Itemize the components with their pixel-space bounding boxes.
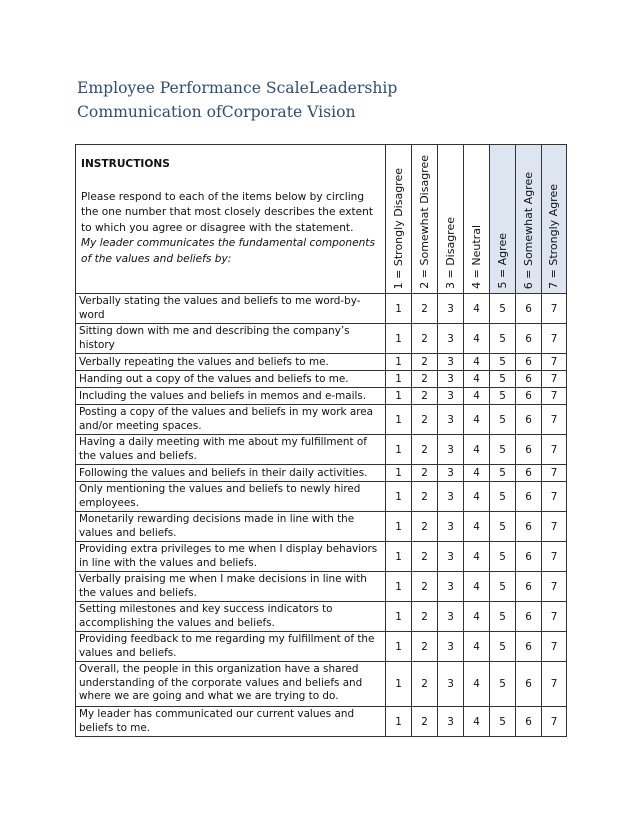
rating-option-1[interactable]: 1 [386,707,412,737]
scale-header-2 [412,145,438,294]
survey-item-row [76,542,567,572]
survey-item-text: Monetarily rewarding decisions made in line with the values and beliefs. [76,512,386,542]
rating-option-3[interactable]: 3 [438,465,464,482]
rating-option-6[interactable]: 6 [516,354,542,371]
rating-option-4[interactable]: 4 [464,388,490,405]
survey-item-row [76,465,567,482]
rating-option-7[interactable]: 7 [542,632,567,662]
survey-item-text: Handing out a copy of the values and beliefs to me. [76,371,386,388]
survey-item-text: Overall, the people in this organization have a shared understanding of the corporate values and beliefs and where we are going and what we are trying to do. [76,662,386,707]
rating-option-3[interactable]: 3 [438,542,464,572]
rating-option-2[interactable]: 2 [412,662,438,707]
rating-option-3[interactable]: 3 [438,294,464,324]
rating-option-4[interactable]: 4 [464,602,490,632]
survey-item-text: Following the values and beliefs in their daily activities. [76,465,386,482]
survey-item-text: Including the values and beliefs in memos and e-mails. [76,388,386,405]
rating-option-2[interactable]: 2 [412,465,438,482]
instructions-prompt: My leader communicates the fundamental components of the values and beliefs by: [81,237,375,265]
rating-option-1[interactable]: 1 [386,602,412,632]
survey-item-row [76,662,567,707]
rating-option-6[interactable]: 6 [516,542,542,572]
rating-option-3[interactable]: 3 [438,602,464,632]
rating-option-3[interactable]: 3 [438,482,464,512]
survey-item-text: Verbally praising me when I make decisions in line with the values and beliefs. [76,572,386,602]
rating-option-1[interactable]: 1 [386,371,412,388]
rating-option-2[interactable]: 2 [412,707,438,737]
rating-option-2[interactable]: 2 [412,632,438,662]
rating-option-3[interactable]: 3 [438,435,464,465]
rating-option-3[interactable]: 3 [438,354,464,371]
rating-option-6[interactable]: 6 [516,294,542,324]
survey-item-text: Having a daily meeting with me about my fulfillment of the values and beliefs. [76,435,386,465]
rating-option-1[interactable]: 1 [386,465,412,482]
rating-option-1[interactable]: 1 [386,542,412,572]
rating-option-6[interactable]: 6 [516,662,542,707]
rating-option-3[interactable]: 3 [438,572,464,602]
rating-option-2[interactable]: 2 [412,294,438,324]
rating-option-7[interactable]: 7 [542,405,567,435]
instructions-text: Please respond to each of the items below by circling the one number that most closely describes the extent to which you agree or disagree with the statement. [81,190,374,234]
rating-option-6[interactable]: 6 [516,707,542,737]
rating-option-1[interactable]: 1 [386,482,412,512]
rating-option-1[interactable]: 1 [386,405,412,435]
survey-item-row [76,324,567,354]
survey-item-text: Providing feedback to me regarding my fulfillment of the values and beliefs. [76,632,386,662]
rating-option-5[interactable]: 5 [490,707,516,737]
scale-label: 4 = Neutral [469,225,483,289]
rating-option-4[interactable]: 4 [464,572,490,602]
scale-label: 6 = Somewhat Agree [521,171,535,289]
survey-item-text: Sitting down with me and describing the company’s history [76,324,386,354]
rating-option-5[interactable]: 5 [490,482,516,512]
rating-option-5[interactable]: 5 [490,324,516,354]
scale-header-7 [542,145,567,294]
survey-item-row [76,512,567,542]
survey-item-row [76,602,567,632]
rating-option-5[interactable]: 5 [490,388,516,405]
scale-label: 3 = Disagree [443,216,457,289]
survey-item-row [76,482,567,512]
rating-option-1[interactable]: 1 [386,572,412,602]
rating-option-5[interactable]: 5 [490,294,516,324]
rating-option-6[interactable]: 6 [516,602,542,632]
rating-option-5[interactable]: 5 [490,542,516,572]
rating-option-1[interactable]: 1 [386,512,412,542]
rating-option-4[interactable]: 4 [464,435,490,465]
rating-option-7[interactable]: 7 [542,354,567,371]
rating-option-6[interactable]: 6 [516,465,542,482]
survey-item-text: Verbally repeating the values and beliefs to me. [76,354,386,371]
survey-item-text: Only mentioning the values and beliefs to newly hired employees. [76,482,386,512]
rating-option-3[interactable]: 3 [438,371,464,388]
rating-option-4[interactable]: 4 [464,294,490,324]
rating-option-7[interactable]: 7 [542,707,567,737]
survey-item-row [76,632,567,662]
rating-option-5[interactable]: 5 [490,632,516,662]
rating-option-2[interactable]: 2 [412,482,438,512]
rating-option-2[interactable]: 2 [412,542,438,572]
rating-option-5[interactable]: 5 [490,512,516,542]
rating-option-7[interactable]: 7 [542,324,567,354]
rating-option-2[interactable]: 2 [412,572,438,602]
rating-option-7[interactable]: 7 [542,542,567,572]
rating-option-1[interactable]: 1 [386,324,412,354]
rating-option-1[interactable]: 1 [386,354,412,371]
survey-item-row [76,435,567,465]
rating-option-7[interactable]: 7 [542,371,567,388]
scale-header-5 [490,145,516,294]
rating-option-1[interactable]: 1 [386,388,412,405]
rating-option-7[interactable]: 7 [542,572,567,602]
scale-label: 5 = Agree [495,233,509,289]
rating-option-7[interactable]: 7 [542,294,567,324]
rating-option-5[interactable]: 5 [490,662,516,707]
rating-option-6[interactable]: 6 [516,632,542,662]
survey-table [75,144,567,737]
rating-option-2[interactable]: 2 [412,354,438,371]
rating-option-3[interactable]: 3 [438,632,464,662]
rating-option-1[interactable]: 1 [386,632,412,662]
rating-option-1[interactable]: 1 [386,294,412,324]
rating-option-7[interactable]: 7 [542,388,567,405]
rating-option-3[interactable]: 3 [438,405,464,435]
scale-header-6 [516,145,542,294]
rating-option-4[interactable]: 4 [464,405,490,435]
rating-option-7[interactable]: 7 [542,482,567,512]
survey-item-row [76,294,567,324]
survey-items [76,294,567,737]
rating-option-4[interactable]: 4 [464,354,490,371]
rating-option-3[interactable]: 3 [438,707,464,737]
rating-option-4[interactable]: 4 [464,371,490,388]
rating-option-3[interactable]: 3 [438,324,464,354]
survey-item-row [76,371,567,388]
instructions-cell [76,145,386,294]
survey-item-row [76,388,567,405]
rating-option-6[interactable]: 6 [516,482,542,512]
rating-option-3[interactable]: 3 [438,662,464,707]
rating-option-5[interactable]: 5 [490,572,516,602]
rating-option-4[interactable]: 4 [464,707,490,737]
rating-option-5[interactable]: 5 [490,435,516,465]
rating-option-2[interactable]: 2 [412,512,438,542]
survey-item-row [76,707,567,737]
rating-option-2[interactable]: 2 [412,371,438,388]
rating-option-7[interactable]: 7 [542,512,567,542]
rating-option-5[interactable]: 5 [490,405,516,435]
rating-option-6[interactable]: 6 [516,371,542,388]
survey-item-text: Providing extra privileges to me when I display behaviors in line with the values and beliefs. [76,542,386,572]
rating-option-4[interactable]: 4 [464,465,490,482]
rating-option-4[interactable]: 4 [464,482,490,512]
rating-option-5[interactable]: 5 [490,465,516,482]
scale-label: 2 = Somewhat Disagree [417,155,431,289]
rating-option-4[interactable]: 4 [464,324,490,354]
rating-option-3[interactable]: 3 [438,388,464,405]
rating-option-2[interactable]: 2 [412,405,438,435]
survey-item-row [76,405,567,435]
survey-item-text: Verbally stating the values and beliefs to me word-by-word [76,294,386,324]
scale-header-1 [386,145,412,294]
rating-option-4[interactable]: 4 [464,512,490,542]
rating-option-5[interactable]: 5 [490,354,516,371]
rating-option-4[interactable]: 4 [464,632,490,662]
rating-option-5[interactable]: 5 [490,371,516,388]
rating-option-6[interactable]: 6 [516,435,542,465]
survey-item-text: My leader has communicated our current values and beliefs to me. [76,707,386,737]
rating-option-6[interactable]: 6 [516,512,542,542]
rating-option-2[interactable]: 2 [412,435,438,465]
rating-option-5[interactable]: 5 [490,602,516,632]
rating-option-7[interactable]: 7 [542,602,567,632]
rating-option-4[interactable]: 4 [464,542,490,572]
rating-option-7[interactable]: 7 [542,465,567,482]
rating-option-7[interactable]: 7 [542,435,567,465]
rating-option-6[interactable]: 6 [516,324,542,354]
rating-option-6[interactable]: 6 [516,405,542,435]
rating-option-3[interactable]: 3 [438,512,464,542]
scale-header-3 [438,145,464,294]
instructions-heading: INSTRUCTIONS [81,158,170,170]
rating-option-2[interactable]: 2 [412,388,438,405]
document-title: Employee Performance ScaleLeadership Communication ofCorporate Vision [77,79,398,121]
rating-option-4[interactable]: 4 [464,662,490,707]
rating-option-7[interactable]: 7 [542,662,567,707]
rating-option-1[interactable]: 1 [386,662,412,707]
survey-item-text: Posting a copy of the values and beliefs in my work area and/or meeting spaces. [76,405,386,435]
rating-option-1[interactable]: 1 [386,435,412,465]
rating-option-2[interactable]: 2 [412,324,438,354]
header-row [76,145,567,294]
scale-label: 7 = Strongly Agree [547,184,560,289]
scale-header-4 [464,145,490,294]
survey-item-row [76,354,567,371]
rating-option-6[interactable]: 6 [516,572,542,602]
survey-item-text: Setting milestones and key success indicators to accomplishing the values and beliefs. [76,602,386,632]
scale-label: 1 = Strongly Disagree [391,167,405,289]
survey-item-row [76,572,567,602]
rating-option-2[interactable]: 2 [412,602,438,632]
rating-option-6[interactable]: 6 [516,388,542,405]
